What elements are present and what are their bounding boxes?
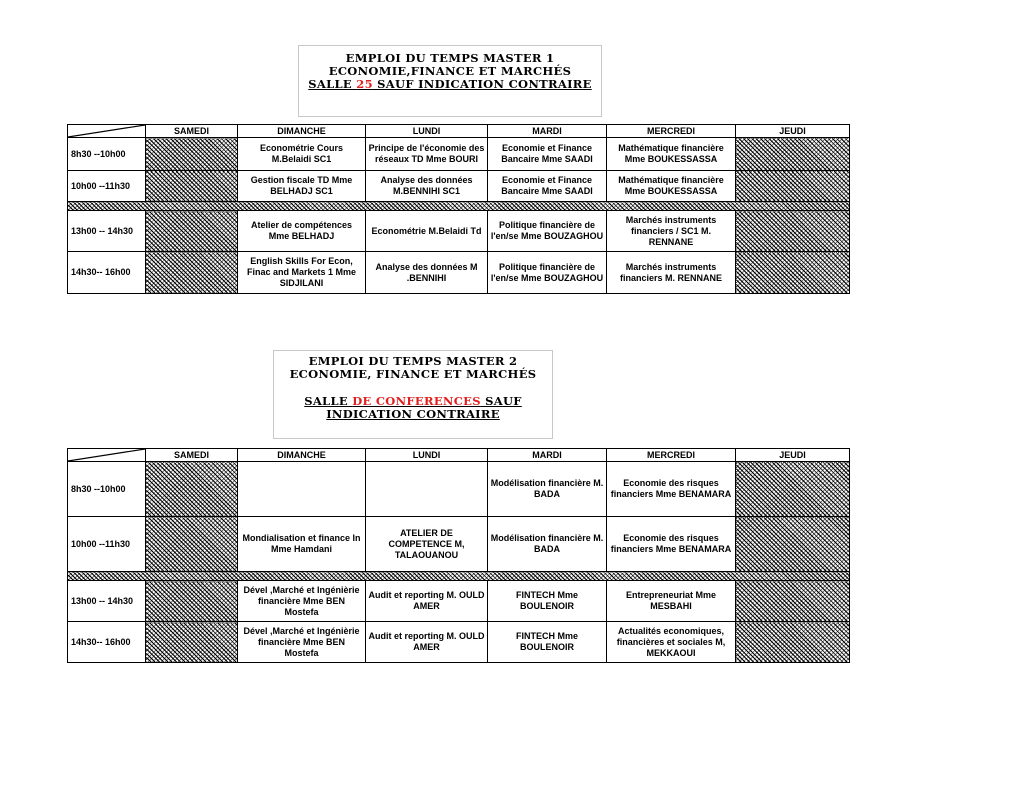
schedule1-room-suffix: SAUF INDICATION CONTRAIRE	[372, 77, 592, 91]
time-slot: 8h30 --10h00	[68, 138, 146, 171]
schedule2-title-line2: ECONOMIE, FINANCE ET MARCHÉS	[289, 367, 537, 381]
corner-cell	[68, 449, 146, 462]
header-mardi: MARDI	[488, 449, 607, 462]
schedule1-room-prefix: SALLE	[308, 77, 357, 91]
blocked-cell	[736, 581, 850, 622]
schedule1-title-line1: EMPLOI DU TEMPS MASTER 1	[345, 51, 555, 65]
course-cell: Econométrie Cours M.Belaidi SC1	[238, 138, 366, 171]
time-slot: 10h00 --11h30	[68, 517, 146, 572]
header-samedi: SAMEDI	[146, 125, 238, 138]
blocked-cell	[146, 171, 238, 202]
course-cell	[366, 462, 488, 517]
header-jeudi: JEUDI	[736, 449, 850, 462]
course-cell: Dével ,Marché et Ingénièrie financière Mme BEN Mostefa	[238, 581, 366, 622]
course-cell: FINTECH Mme BOULENOIR	[488, 622, 607, 663]
course-cell: FINTECH Mme BOULENOIR	[488, 581, 607, 622]
course-cell	[238, 462, 366, 517]
table-row	[68, 211, 850, 252]
blocked-cell	[736, 211, 850, 252]
course-cell: Economie des risques financiers Mme BENAMARA	[607, 462, 736, 517]
time-slot: 13h00 -- 14h30	[68, 211, 146, 252]
schedule2-header-row	[68, 449, 850, 462]
schedule2-room-name: DE CONFERENCES	[352, 394, 481, 408]
table-row	[68, 581, 850, 622]
schedule1-title-line2: ECONOMIE,FINANCE ET MARCHÉS	[328, 64, 572, 78]
schedule2-title-line1: EMPLOI DU TEMPS MASTER 2	[308, 354, 518, 368]
blocked-cell	[146, 252, 238, 294]
lunch-break-band	[68, 202, 850, 211]
course-cell: Analyse des données M .BENNIHI	[366, 252, 488, 294]
blocked-cell	[736, 462, 850, 517]
blocked-cell	[736, 517, 850, 572]
course-cell: Politique financière de l'en/se Mme BOUZAGHOU	[488, 252, 607, 294]
blocked-cell	[146, 517, 238, 572]
course-cell: Politique financière de l'en/se Mme BOUZAGHOU	[488, 211, 607, 252]
header-mercredi: MERCREDI	[607, 449, 736, 462]
schedule2-room-suffix: SAUF	[480, 394, 522, 408]
course-cell: Actualités economiques, financières et sociales M, MEKKAOUI	[607, 622, 736, 663]
schedule2-room-prefix: SALLE	[304, 394, 353, 408]
table-row	[68, 622, 850, 663]
course-cell: Gestion fiscale TD Mme BELHADJ SC1	[238, 171, 366, 202]
blocked-cell	[736, 171, 850, 202]
lunch-break-row	[68, 572, 850, 581]
header-lundi: LUNDI	[366, 449, 488, 462]
course-cell: Dével ,Marché et Ingénièrie financière Mme BEN Mostefa	[238, 622, 366, 663]
course-cell: Marchés instruments financiers M. RENNANE	[607, 252, 736, 294]
header-lundi: LUNDI	[366, 125, 488, 138]
time-slot: 8h30 --10h00	[68, 462, 146, 517]
time-slot: 13h00 -- 14h30	[68, 581, 146, 622]
course-cell: Mathématique financière Mme BOUKESSASSA	[607, 171, 736, 202]
schedule1-table	[67, 124, 850, 294]
course-cell: Economie et Finance Bancaire Mme SAADI	[488, 138, 607, 171]
lunch-break-row	[68, 202, 850, 211]
schedule1-room-line	[299, 78, 601, 91]
course-cell: Marchés instruments financiers / SC1 M. RENNANE	[607, 211, 736, 252]
course-cell: Atelier de compétences Mme BELHADJ	[238, 211, 366, 252]
lunch-break-band	[68, 572, 850, 581]
table-row	[68, 138, 850, 171]
header-samedi: SAMEDI	[146, 449, 238, 462]
blocked-cell	[146, 581, 238, 622]
course-cell: Principe de l'économie des réseaux TD Mme BOURI	[366, 138, 488, 171]
table-row	[68, 462, 850, 517]
course-cell: Entrepreneuriat Mme MESBAHI	[607, 581, 736, 622]
schedule2-title-line4: INDICATION CONTRAIRE	[326, 407, 500, 421]
blocked-cell	[736, 138, 850, 171]
blocked-cell	[146, 211, 238, 252]
header-jeudi: JEUDI	[736, 125, 850, 138]
course-cell: Mathématique financière Mme BOUKESSASSA	[607, 138, 736, 171]
time-slot: 14h30-- 16h00	[68, 622, 146, 663]
time-slot: 14h30-- 16h00	[68, 252, 146, 294]
header-dimanche: DIMANCHE	[238, 125, 366, 138]
header-mardi: MARDI	[488, 125, 607, 138]
course-cell: Audit et reporting M. OULD AMER	[366, 622, 488, 663]
course-cell: Modélisation financière M. BADA	[488, 517, 607, 572]
course-cell: Econométrie M.Belaidi Td	[366, 211, 488, 252]
course-cell: Economie et Finance Bancaire Mme SAADI	[488, 171, 607, 202]
header-mercredi: MERCREDI	[607, 125, 736, 138]
course-cell: Audit et reporting M. OULD AMER	[366, 581, 488, 622]
blocked-cell	[736, 622, 850, 663]
blocked-cell	[146, 622, 238, 663]
blocked-cell	[146, 462, 238, 517]
course-cell: Economie des risques financiers Mme BENAMARA	[607, 517, 736, 572]
course-cell: Mondialisation et finance In Mme Hamdani	[238, 517, 366, 572]
schedule1-header-row	[68, 125, 850, 138]
schedule1-title-box	[298, 45, 602, 117]
course-cell: English Skills For Econ, Finac and Markets 1 Mme SIDJILANI	[238, 252, 366, 294]
schedule2-title-box	[273, 350, 553, 439]
table-row	[68, 171, 850, 202]
course-cell: ATELIER DE COMPETENCE M, TALAOUANOU	[366, 517, 488, 572]
schedule1-room-number: 25	[356, 77, 373, 91]
course-cell: Modélisation financière M. BADA	[488, 462, 607, 517]
header-dimanche: DIMANCHE	[238, 449, 366, 462]
time-slot: 10h00 --11h30	[68, 171, 146, 202]
corner-cell	[68, 125, 146, 138]
table-row	[68, 517, 850, 572]
blocked-cell	[146, 138, 238, 171]
table-row	[68, 252, 850, 294]
schedule2-table	[67, 448, 850, 663]
course-cell: Analyse des données M.BENNIHI SC1	[366, 171, 488, 202]
blocked-cell	[736, 252, 850, 294]
